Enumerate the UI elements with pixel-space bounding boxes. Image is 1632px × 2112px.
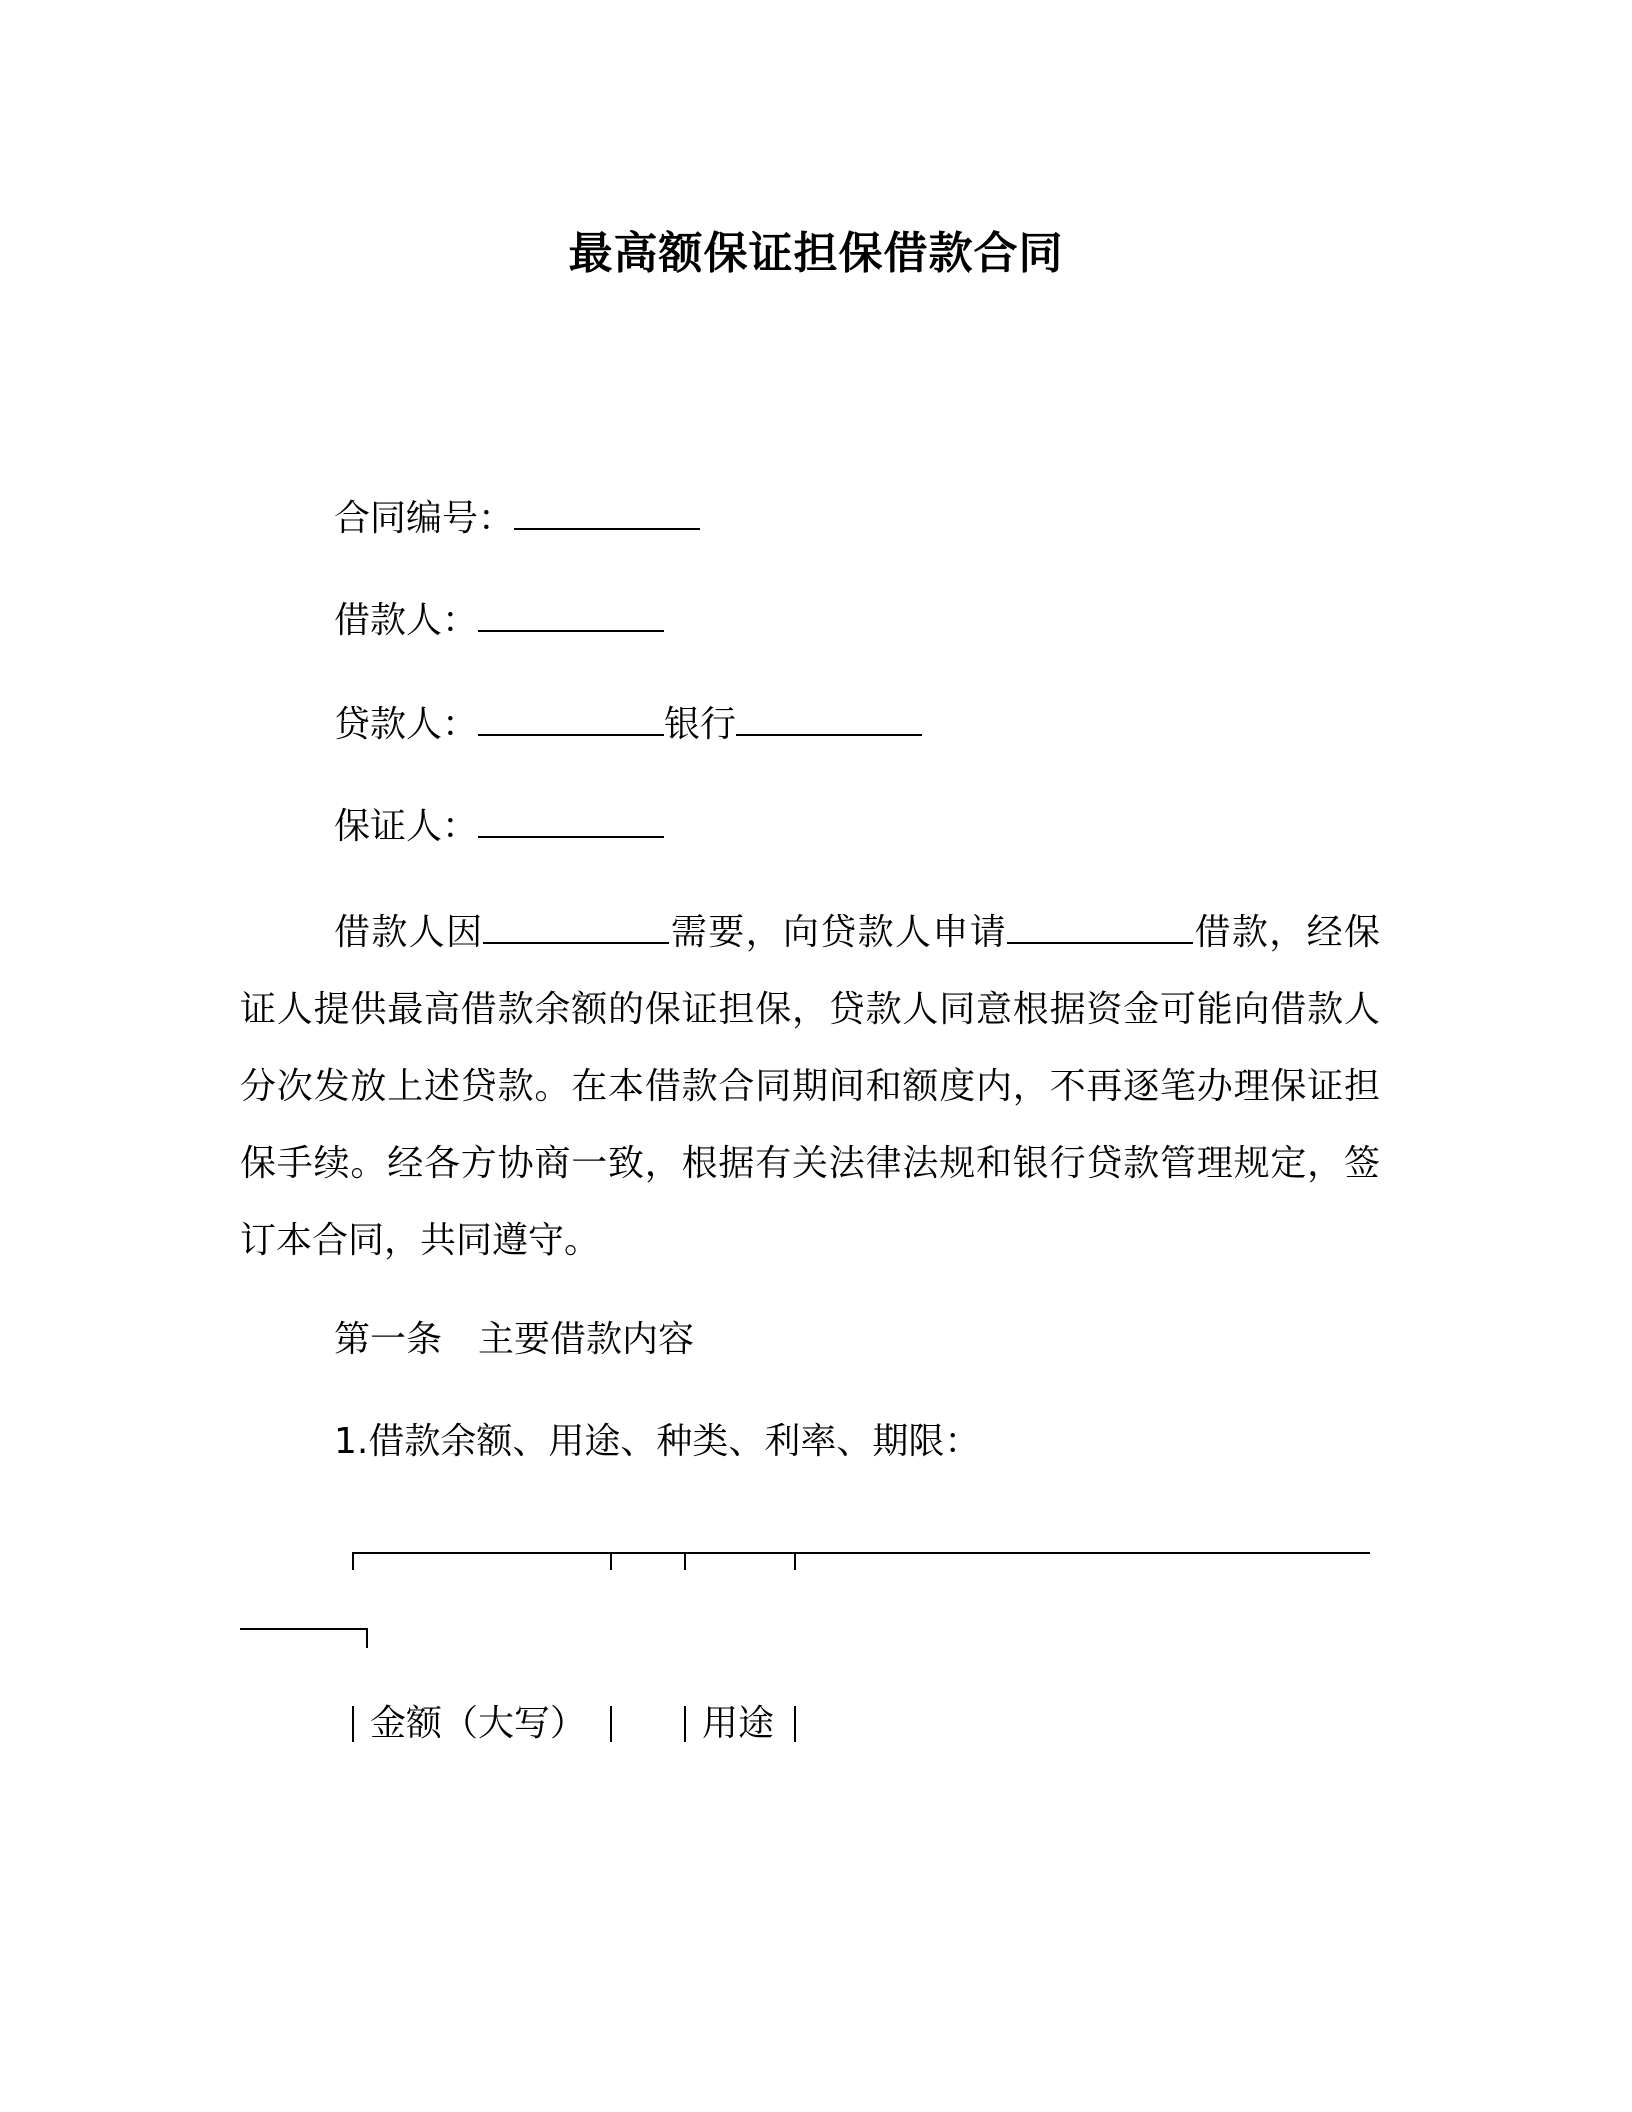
guarantor-blank[interactable] xyxy=(478,804,664,838)
table-cell-divider xyxy=(610,1706,612,1742)
contract-number-blank[interactable] xyxy=(514,496,700,530)
lender-name-blank[interactable] xyxy=(478,702,664,736)
intro-paragraph xyxy=(240,894,1380,1279)
amount-blank[interactable] xyxy=(1007,910,1193,944)
contract-number-label: 合同编号： xyxy=(334,498,515,539)
intro-text-2: 需要，向贷款人申请 xyxy=(669,912,1008,953)
borrower-blank[interactable] xyxy=(478,598,664,632)
lender-label: 贷款人： xyxy=(334,704,479,745)
table-cell-divider xyxy=(684,1706,686,1742)
lender-bank-blank[interactable] xyxy=(736,702,922,736)
table-header-purpose: 用途 xyxy=(702,1703,775,1744)
table-top-tick xyxy=(794,1552,796,1570)
table-top-rule xyxy=(352,1552,1370,1554)
article1-item1: 1.借款余额、用途、种类、利率、期限： xyxy=(334,1421,981,1462)
table-top-tick xyxy=(610,1552,612,1570)
contract-number-line xyxy=(334,496,700,541)
lender-bank-label: 银行 xyxy=(664,704,737,745)
article1-heading: 第一条 主要借款内容 xyxy=(334,1319,695,1360)
borrower-label: 借款人： xyxy=(334,600,479,641)
table-top-tick xyxy=(684,1552,686,1570)
table-cell-divider xyxy=(794,1706,796,1742)
table-continuation-rule xyxy=(240,1628,368,1630)
intro-text-1: 借款人因 xyxy=(334,912,484,953)
purpose-blank[interactable] xyxy=(483,910,669,944)
table-continuation-tick xyxy=(366,1628,368,1648)
guarantor-line xyxy=(334,804,664,849)
borrower-line xyxy=(334,598,664,643)
lender-line xyxy=(334,702,922,747)
table-cell-divider xyxy=(352,1706,354,1742)
document-title: 最高额保证担保借款合同 xyxy=(568,228,1064,279)
table-top-tick xyxy=(352,1552,354,1570)
guarantor-label: 保证人： xyxy=(334,806,479,847)
table-header-amount: 金额（大写） xyxy=(370,1703,587,1744)
intro-text-3: 借款，经保证人提供最高借款余额的保证担保，贷款人同意根据资金可能向借款人分次发放上述贷款。在本借款合同期间和额度内，不再逐笔办理保证担保手续。经各方协商一致，根据有关法律法规和银行贷款管理规定，签订本合同，共同遵守。 xyxy=(240,912,1380,1261)
